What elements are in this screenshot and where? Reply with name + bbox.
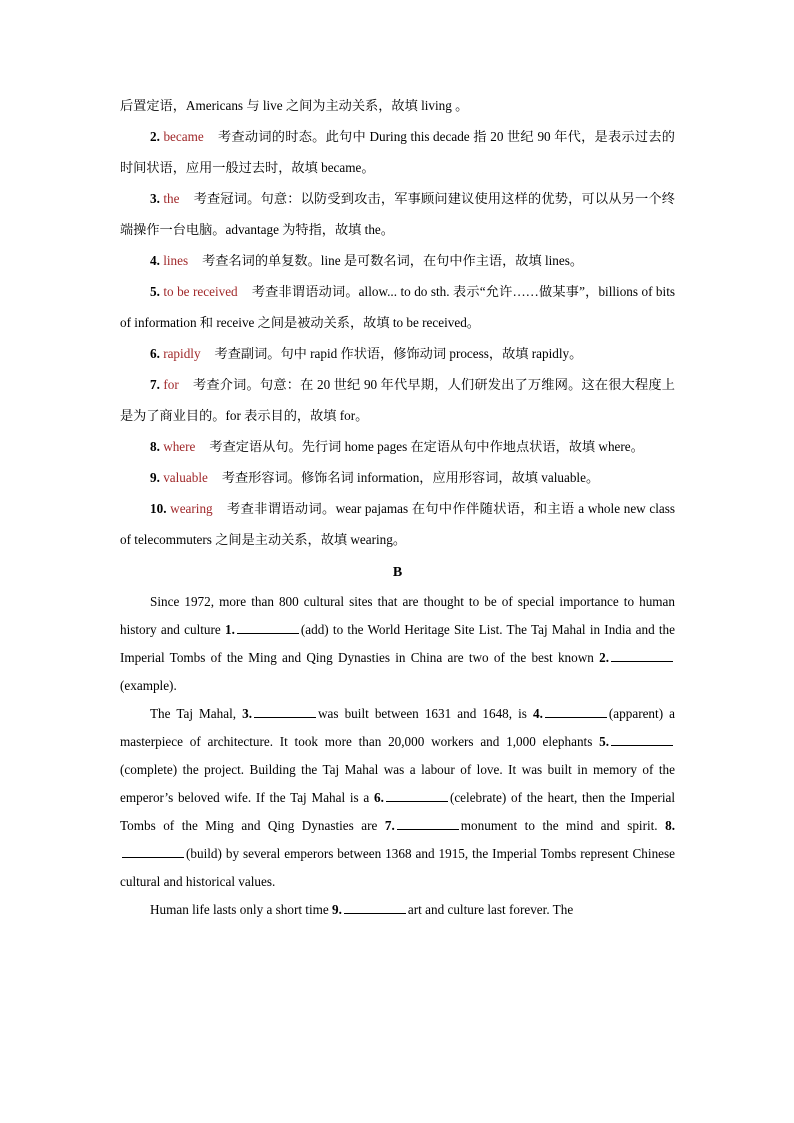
item-number: 3. (150, 191, 160, 206)
passage-text: art and culture last forever. The (407, 902, 574, 917)
passage-text: (build) by several emperors between 1368 and 1915, the Imperial Tombs represent Chinese cultural and historical values. (120, 846, 675, 889)
blank-number: 3. (242, 706, 253, 721)
answer-text: where (163, 439, 196, 454)
explanation-text: 考查非谓语动词。wear pajamas 在句中作伴随状语，和主语 a whole new class of telecommuters 之间是主动关系，故填 wearing。 (120, 501, 676, 547)
passage-text: (add) to the World Heritage Site List. The Taj Mahal in India and the Imperial Tombs of the Ming and Qing Dynasties in China are two of the best known (120, 622, 676, 665)
answer-blank[interactable] (611, 647, 673, 662)
explanation-item (120, 493, 675, 555)
explanation-text: 考查介词。句意：在 20 世纪 90 年代早期，人们研发出了万维网。这在很大程度上是为了商业目的。for 表示目的，故填 for。 (120, 377, 675, 423)
answer-blank[interactable] (344, 899, 406, 914)
passage-text: monument to the mind and spirit. (460, 818, 658, 833)
item-number: 4. (150, 253, 160, 268)
blank-number: 7. (384, 818, 395, 833)
item-number: 10. (150, 501, 167, 516)
answer-text: the (163, 191, 180, 206)
explanation-item (120, 276, 675, 338)
passage-text: The Taj Mahal, (150, 706, 237, 721)
passage-paragraph (120, 700, 675, 896)
answer-text: wearing (170, 501, 213, 516)
blank-number: 1. (224, 622, 235, 637)
answer-blank[interactable] (254, 703, 316, 718)
item-number: 5. (150, 284, 160, 299)
section-title: B (392, 565, 403, 580)
explanation-text: 考查名词的单复数。line 是可数名词，在句中作主语，故填 lines。 (202, 253, 584, 268)
document-page (120, 90, 675, 924)
passage-text: (complete) the project. Building the Taj Mahal was a labour of love. It was built in memory of the emperor’s beloved wife. If the Taj Mahal is a (120, 762, 675, 805)
blank-number: 4. (533, 706, 543, 721)
blank-number: 9. (332, 902, 342, 917)
answer-blank[interactable] (237, 619, 299, 634)
explanation-text: 考查定语从句。先行词 home pages 在定语从句中作地点状语，故填 where。 (209, 439, 644, 454)
item-number: 2. (150, 129, 160, 144)
passage-text: (celebrate) of the heart, then the Imperial Tombs of the Ming and Qing Dynasties are (120, 790, 675, 833)
explanation-intro: 后置定语，Americans 与 live 之间为主动关系，故填 living 。 (120, 98, 469, 113)
answer-text: became (163, 129, 204, 144)
answer-blank[interactable] (122, 843, 184, 858)
answer-text: rapidly (163, 346, 201, 361)
answer-text: for (163, 377, 179, 392)
explanation-text: 考查动词的时态。此句中 During this decade 指 20 世纪 90 年代，是表示过去的时间状语，应用一般过去时，故填 became。 (120, 129, 675, 175)
blank-number: 6. (374, 790, 384, 805)
passage-paragraph (120, 588, 675, 700)
passage-text: was built between 1631 and 1648, is (318, 706, 527, 721)
passage-text: Human life lasts only a short time (150, 902, 329, 917)
explanation-item (120, 338, 675, 369)
answer-blank[interactable] (545, 703, 607, 718)
explanation-item (120, 245, 675, 276)
answer-text: to be received (163, 284, 238, 299)
passage-text: Since 1972, more than 800 cultural sites that are thought to be of special importance to human history and culture (120, 594, 675, 637)
blank-number: 5. (599, 734, 610, 749)
explanation-text: 考查冠词。句意：以防受到攻击，军事顾问建议使用这样的优势，可以从另一个终端操作一台电脑。advantage 为特指，故填 the。 (120, 191, 675, 237)
explanation-item (120, 121, 675, 183)
explanation-item (120, 369, 675, 431)
item-number: 9. (150, 470, 160, 485)
answer-blank[interactable] (386, 787, 448, 802)
passage-text: (apparent) a masterpiece of architecture. It took more than 20,000 workers and 1,000 elephants (120, 706, 676, 749)
answer-text: lines (163, 253, 189, 268)
item-number: 8. (150, 439, 160, 454)
explanation-text: 考查非谓语动词。allow... to do sth. 表示“允许……做某事”，billions of bits of information 和 receive 之间是被动关系，故填 to be received。 (120, 284, 675, 330)
item-number: 7. (150, 377, 160, 392)
explanation-text: 考查副词。句中 rapid 作状语，修饰动词 process，故填 rapidly。 (214, 346, 583, 361)
explanation-item (120, 431, 675, 462)
blank-number: 8. (665, 818, 675, 833)
explanation-text: 考查形容词。修饰名词 information，应用形容词，故填 valuable。 (221, 470, 600, 485)
answer-blank[interactable] (397, 815, 459, 830)
blank-number: 2. (599, 650, 609, 665)
passage-text: (example). (120, 678, 177, 693)
answer-blank[interactable] (611, 731, 673, 746)
answer-text: valuable (163, 470, 208, 485)
explanation-item (120, 183, 675, 245)
explanation-item (120, 462, 675, 493)
passage-paragraph (120, 896, 675, 924)
item-number: 6. (150, 346, 160, 361)
